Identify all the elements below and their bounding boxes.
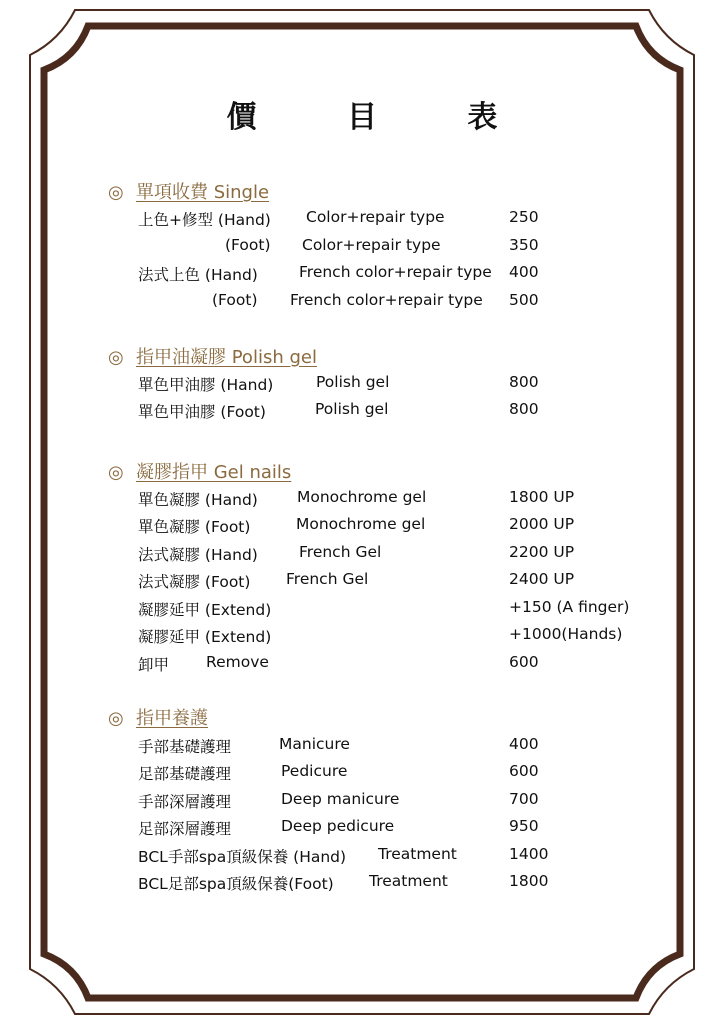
- price-row: [0, 291, 724, 315]
- section-heading: [108, 343, 317, 369]
- service-name-en: Remove: [206, 653, 269, 671]
- service-name-zh: 足部基礎護理: [138, 765, 232, 783]
- service-name-zh: 手部深層護理: [138, 793, 232, 811]
- service-name-zh: 卸甲: [138, 656, 170, 674]
- price-row: [0, 263, 724, 287]
- service-price: 2400 UP: [509, 570, 575, 588]
- service-price: 400: [509, 735, 539, 753]
- section-heading: [108, 458, 291, 484]
- service-name-zh: (Foot): [225, 236, 271, 254]
- service-price: 250: [509, 208, 539, 226]
- section-marker-icon: ◎: [108, 347, 124, 368]
- service-name-en: French Gel: [286, 570, 369, 588]
- section-heading: [108, 178, 269, 204]
- price-row: [0, 208, 724, 232]
- service-price: 1800 UP: [509, 488, 575, 506]
- service-name-en: Polish gel: [315, 400, 389, 418]
- service-name-zh: 上色+修型 (Hand): [138, 211, 271, 229]
- service-name-en: French Gel: [299, 543, 382, 561]
- service-price: 1800: [509, 872, 549, 890]
- price-row: [0, 515, 724, 539]
- service-price: 600: [509, 653, 539, 671]
- service-name-en: Treatment: [369, 872, 448, 890]
- service-name-en: Pedicure: [281, 762, 348, 780]
- price-row: [0, 570, 724, 594]
- service-price: 700: [509, 790, 539, 808]
- price-row: [0, 488, 724, 512]
- page-title: 價 目 表: [226, 100, 538, 135]
- service-name-zh: 凝膠延甲 (Extend): [138, 628, 272, 646]
- service-name-zh: 法式上色 (Hand): [138, 266, 258, 284]
- service-price: 1400: [509, 845, 549, 863]
- price-row: [0, 790, 724, 814]
- service-name-zh: 凝膠延甲 (Extend): [138, 601, 272, 619]
- price-row: [0, 625, 724, 649]
- service-name-zh: 單色凝膠 (Foot): [138, 518, 251, 536]
- service-price: 400: [509, 263, 539, 281]
- service-price: 2200 UP: [509, 543, 575, 561]
- service-name-en: Treatment: [378, 845, 457, 863]
- service-name-en: Deep manicure: [281, 790, 400, 808]
- service-name-en: Monochrome gel: [297, 488, 427, 506]
- section-title: 凝膠指甲 Gel nails: [136, 462, 292, 483]
- price-row: [0, 236, 724, 260]
- price-row: [0, 762, 724, 786]
- service-name-en: Color+repair type: [302, 236, 441, 254]
- service-name-zh: 單色甲油膠 (Hand): [138, 376, 274, 394]
- service-name-zh: BCL足部spa頂級保養(Foot): [138, 875, 334, 893]
- price-row: [0, 653, 724, 677]
- price-row: [0, 845, 724, 869]
- service-name-zh: 單色甲油膠 (Foot): [138, 403, 266, 421]
- price-row: [0, 872, 724, 896]
- price-row: [0, 543, 724, 567]
- service-name-en: French color+repair type: [290, 291, 483, 309]
- service-name-en: French color+repair type: [299, 263, 492, 281]
- service-name-zh: 單色凝膠 (Hand): [138, 491, 258, 509]
- service-price: 800: [509, 400, 539, 418]
- service-name-zh: (Foot): [212, 291, 258, 309]
- service-price: 350: [509, 236, 539, 254]
- service-name-en: Monochrome gel: [296, 515, 426, 533]
- price-row: [0, 817, 724, 841]
- service-name-en: Manicure: [279, 735, 350, 753]
- price-row: [0, 598, 724, 622]
- service-name-zh: 手部基礎護理: [138, 738, 232, 756]
- service-name-zh: 足部深層護理: [138, 820, 232, 838]
- section-title: 單項收費 Single: [136, 182, 270, 203]
- service-price: 950: [509, 817, 539, 835]
- service-name-zh: 法式凝膠 (Hand): [138, 546, 258, 564]
- section-marker-icon: ◎: [108, 462, 124, 483]
- price-row: [0, 400, 724, 424]
- service-price: +1000(Hands): [509, 625, 623, 643]
- service-name-zh: BCL手部spa頂級保養 (Hand): [138, 848, 347, 866]
- service-price: 2000 UP: [509, 515, 575, 533]
- service-price: 600: [509, 762, 539, 780]
- service-name-zh: 法式凝膠 (Foot): [138, 573, 251, 591]
- service-name-en: Deep pedicure: [281, 817, 395, 835]
- price-row: [0, 735, 724, 759]
- service-name-en: Polish gel: [316, 373, 390, 391]
- service-price: 500: [509, 291, 539, 309]
- section-heading: [108, 704, 208, 730]
- service-price: 800: [509, 373, 539, 391]
- price-row: [0, 373, 724, 397]
- section-marker-icon: ◎: [108, 182, 124, 203]
- section-marker-icon: ◎: [108, 708, 124, 729]
- service-price: +150 (A finger): [509, 598, 630, 616]
- section-title: 指甲油凝膠 Polish gel: [136, 347, 317, 368]
- service-name-en: Color+repair type: [306, 208, 445, 226]
- section-title: 指甲養護: [136, 708, 208, 729]
